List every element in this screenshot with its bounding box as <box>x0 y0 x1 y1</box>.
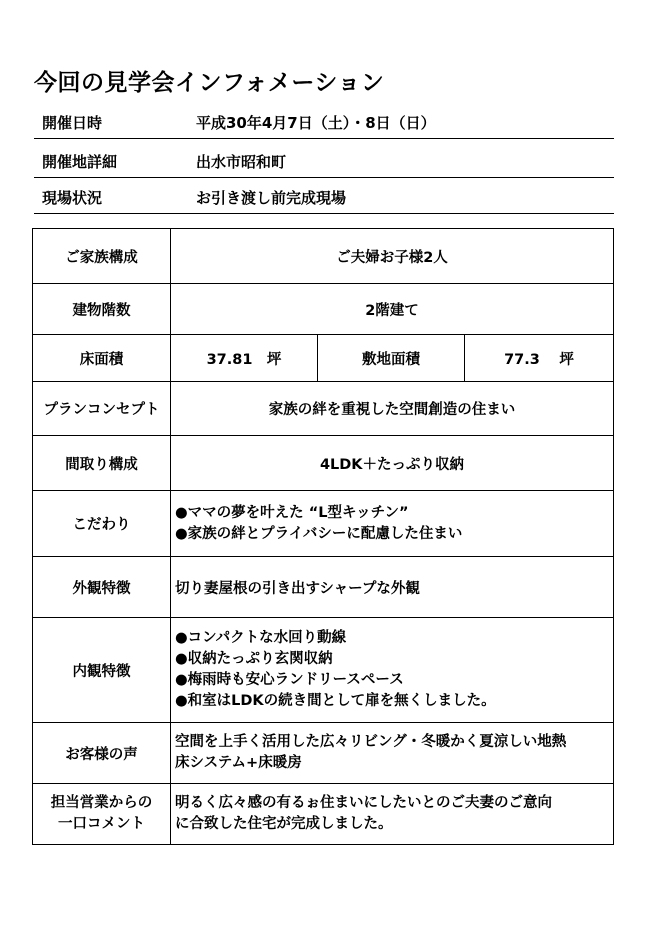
property-table <box>32 228 614 845</box>
table-row-exterior <box>33 557 614 618</box>
table-row-floors <box>33 284 614 335</box>
voice-text <box>171 723 614 784</box>
site-area-value: 77.3 坪 <box>465 335 614 382</box>
info-row-date <box>34 106 614 139</box>
info-row-venue <box>34 145 614 178</box>
comment-line: に合致した住宅が完成しました。 <box>175 816 393 832</box>
floor-area-value: 37.81 坪 <box>171 335 318 382</box>
kodawari-list <box>171 491 614 557</box>
floors-label: 建物階数 <box>33 284 171 335</box>
comment-label-line: 一口コメント <box>58 816 145 832</box>
concept-value: 家族の絆を重視した空間創造の住まい <box>171 382 614 436</box>
table-row-comment <box>33 784 614 845</box>
concept-label: プランコンセプト <box>33 382 171 436</box>
list-item: ●収納たっぷり玄関収納 <box>175 651 333 667</box>
floors-value: 2階建て <box>171 284 614 335</box>
floor-area-label: 床面積 <box>33 335 171 382</box>
info-label-date: 開催日時 <box>42 114 103 132</box>
list-item: ●コンパクトな水回り動線 <box>175 630 347 646</box>
info-value-status: お引き渡し前完成現場 <box>196 189 347 207</box>
voice-line: 空間を上手く活用した広々リビング・冬暖かく夏涼しい地熱 <box>175 734 567 750</box>
table-row-interior <box>33 618 614 723</box>
page-title: 今回の見学会インフォメーション <box>34 70 385 96</box>
comment-text <box>171 784 614 845</box>
info-row-status <box>34 181 614 214</box>
table-row-concept <box>33 382 614 436</box>
list-item: ●和室はLDKの続き間として扉を無くしました。 <box>175 693 496 709</box>
kodawari-label: こだわり <box>33 491 171 557</box>
interior-list <box>171 618 614 723</box>
table-row-family <box>33 229 614 284</box>
info-value-date: 平成30年4月7日（土）・8日（日） <box>196 114 436 132</box>
info-value-venue: 出水市昭和町 <box>196 153 287 171</box>
comment-label <box>33 784 171 845</box>
list-item: ●ママの夢を叶えた “L型キッチン” <box>175 504 409 521</box>
layout-label: 間取り構成 <box>33 436 171 491</box>
exterior-value: 切り妻屋根の引き出すシャープな外観 <box>171 557 614 618</box>
info-label-venue: 開催地詳細 <box>42 153 118 171</box>
family-value: ご夫婦お子様2人 <box>171 229 614 284</box>
table-row-kodawari <box>33 491 614 557</box>
site-area-label: 敷地面積 <box>318 335 465 382</box>
exterior-label: 外観特徴 <box>33 557 171 618</box>
table-row-voice <box>33 723 614 784</box>
info-label-status: 現場状況 <box>42 189 103 207</box>
interior-label: 内観特徴 <box>33 618 171 723</box>
table-row-area <box>33 335 614 382</box>
voice-label: お客様の声 <box>33 723 171 784</box>
layout-value: 4LDK＋たっぷり収納 <box>171 436 614 491</box>
comment-line: 明るく広々感の有るぉ住まいにしたいとのご夫妻のご意向 <box>175 795 552 811</box>
list-item: ●家族の絆とプライバシーに配慮した住まい <box>175 525 463 542</box>
voice-line: 床システム+床暖房 <box>175 755 302 771</box>
table-row-layout <box>33 436 614 491</box>
list-item: ●梅雨時も安心ランドリースペース <box>175 672 404 688</box>
family-label: ご家族構成 <box>33 229 171 284</box>
comment-label-line: 担当営業からの <box>50 795 153 811</box>
